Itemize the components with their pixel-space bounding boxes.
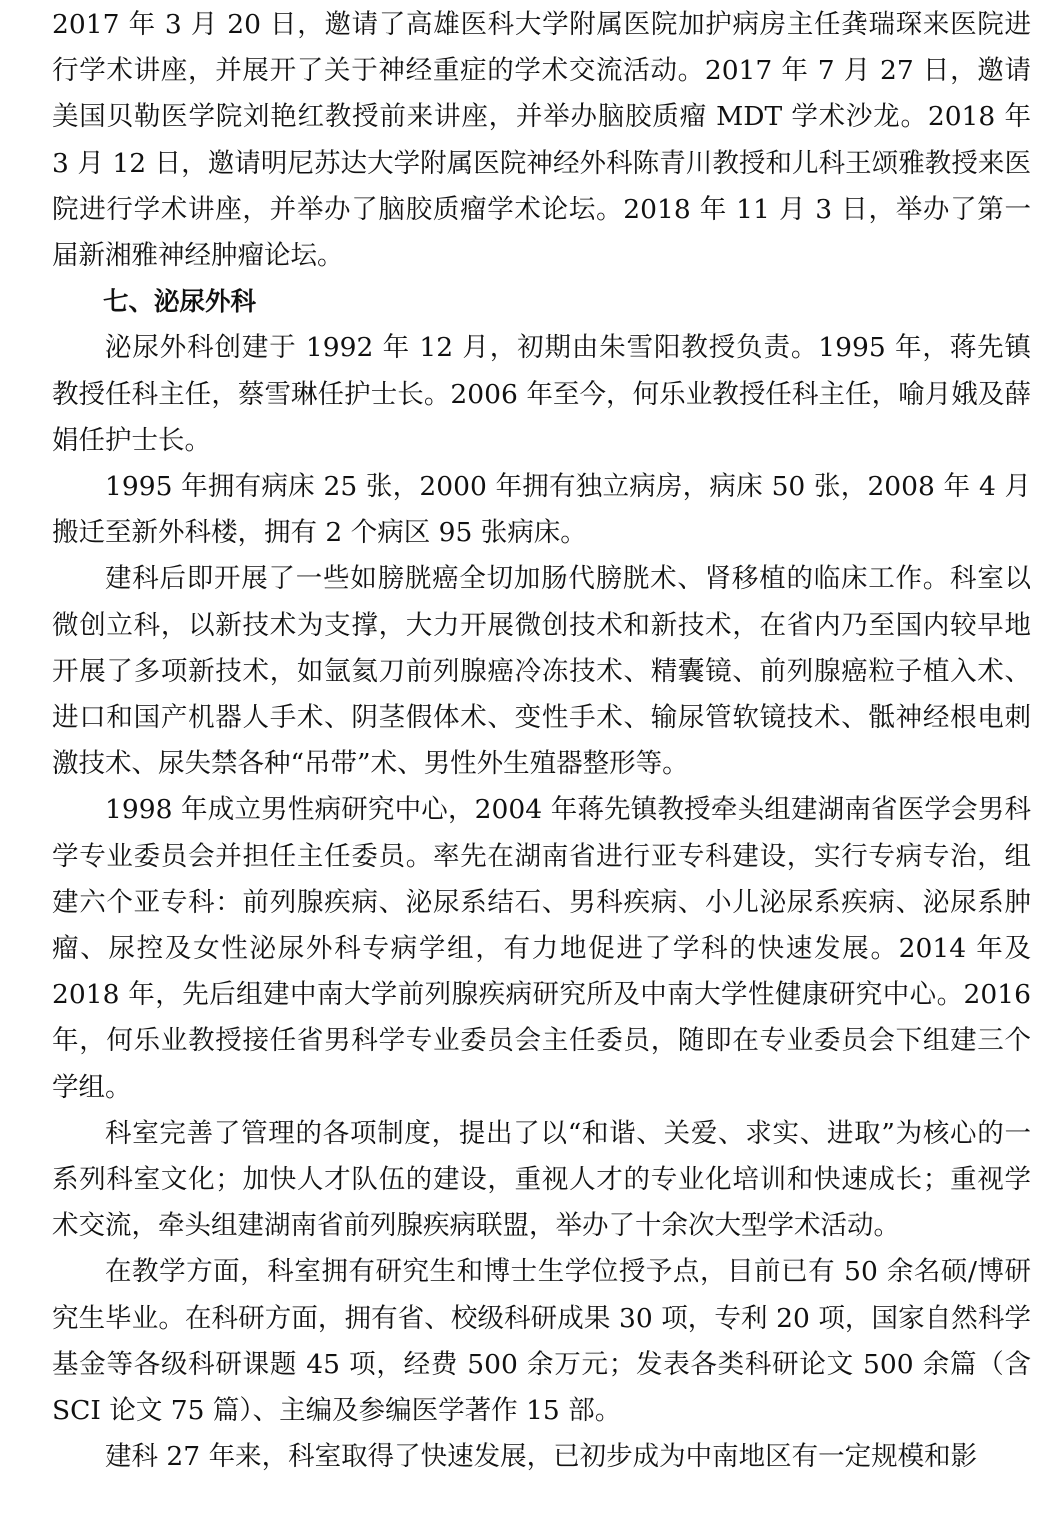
section-heading: 七、泌尿外科 [103, 287, 257, 318]
paragraph-subspecialties: 1998 年成立男性病研究中心，2004 年蒋先镇教授牵头组建湖南省医学会男科学专业委员会并担任主任委员。率先在湖南省进行亚专科建设，实行专病专治，组建六个亚专科：前列腺疾病、泌尿系结石、男科疾病、小儿泌尿系疾病、泌尿系肿瘤、尿控及女性泌尿外科专病学组，有力地促进了学科的快速发展。2014 年及 2018 年，先后组建中南大学前列腺疾病研究所及中南大学性健康研究中心。2016 年，何乐业教授接任省男科学专业委员会主任委员，随即在专业委员会下组建三个学组。 [52, 794, 1031, 1103]
paragraph-techniques: 建科后即开展了一些如膀胱癌全切加肠代膀胱术、肾移植的临床工作。科室以微创立科，以新技术为支撑，大力开展微创技术和新技术，在省内乃至国内较早地开展了多项新技术，如氩氦刀前列腺癌冷冻技术、精囊镜、前列腺癌粒子植入术、进口和国产机器人手术、阴茎假体术、变性手术、输尿管软镜技术、骶神经根电刺激技术、尿失禁各种“吊带”术、男性外生殖器整形等。 [52, 563, 1031, 780]
paragraph-history: 泌尿外科创建于 1992 年 12 月，初期由朱雪阳教授负责。1995 年，蒋先镇教授任科主任，蔡雪琳任护士长。2006 年至今，何乐业教授任科主任，喻月娥及薛娟任护士长。 [52, 332, 1031, 456]
paragraph-management: 科室完善了管理的各项制度，提出了以“和谐、关爱、求实、进取”为核心的一系列科室文化；加快人才队伍的建设，重视人才的专业化培训和快速成长；重视学术交流，牵头组建湖南省前列腺疾病联盟，举办了十余次大型学术活动。 [52, 1117, 1031, 1242]
paragraph-development: 建科 27 年来，科室取得了快速发展，已初步成为中南地区有一定规模和影 [105, 1441, 978, 1473]
paragraph-continued: 2017 年 3 月 20 日，邀请了高雄医科大学附属医院加护病房主任龚瑞琛来医院进行学术讲座，并展开了关于神经重症的学术交流活动。2017 年 7 月 27 日，邀请美国贝勒医学院刘艳红教授前来讲座，并举办脑胶质瘤 MDT 学术沙龙。2018 年 3 月 12 日，邀请明尼苏达大学附属医院神经外科陈青川教授和儿科王颂雅教授来医院进行学术讲座，并举办了脑胶质瘤学术论坛。2018 年 11 月 3 日，举办了第一届新湘雅神经肿瘤论坛。 [52, 9, 1031, 272]
paragraph-beds: 1995 年拥有病床 25 张，2000 年拥有独立病房，病床 50 张，2008 年 4 月搬迁至新外科楼，拥有 2 个病区 95 张病床。 [52, 471, 1031, 549]
paragraph-teaching-research: 在教学方面，科室拥有研究生和博士生学位授予点，目前已有 50 余名硕/博研究生毕业。在科研方面，拥有省、校级科研成果 30 项，专利 20 项，国家自然科学基金等各级科研课题 45 项，经费 500 余万元；发表各类科研论文 500 余篇（含 SCI 论文 75 篇）、主编及参编医学著作 15 部。 [52, 1256, 1031, 1427]
